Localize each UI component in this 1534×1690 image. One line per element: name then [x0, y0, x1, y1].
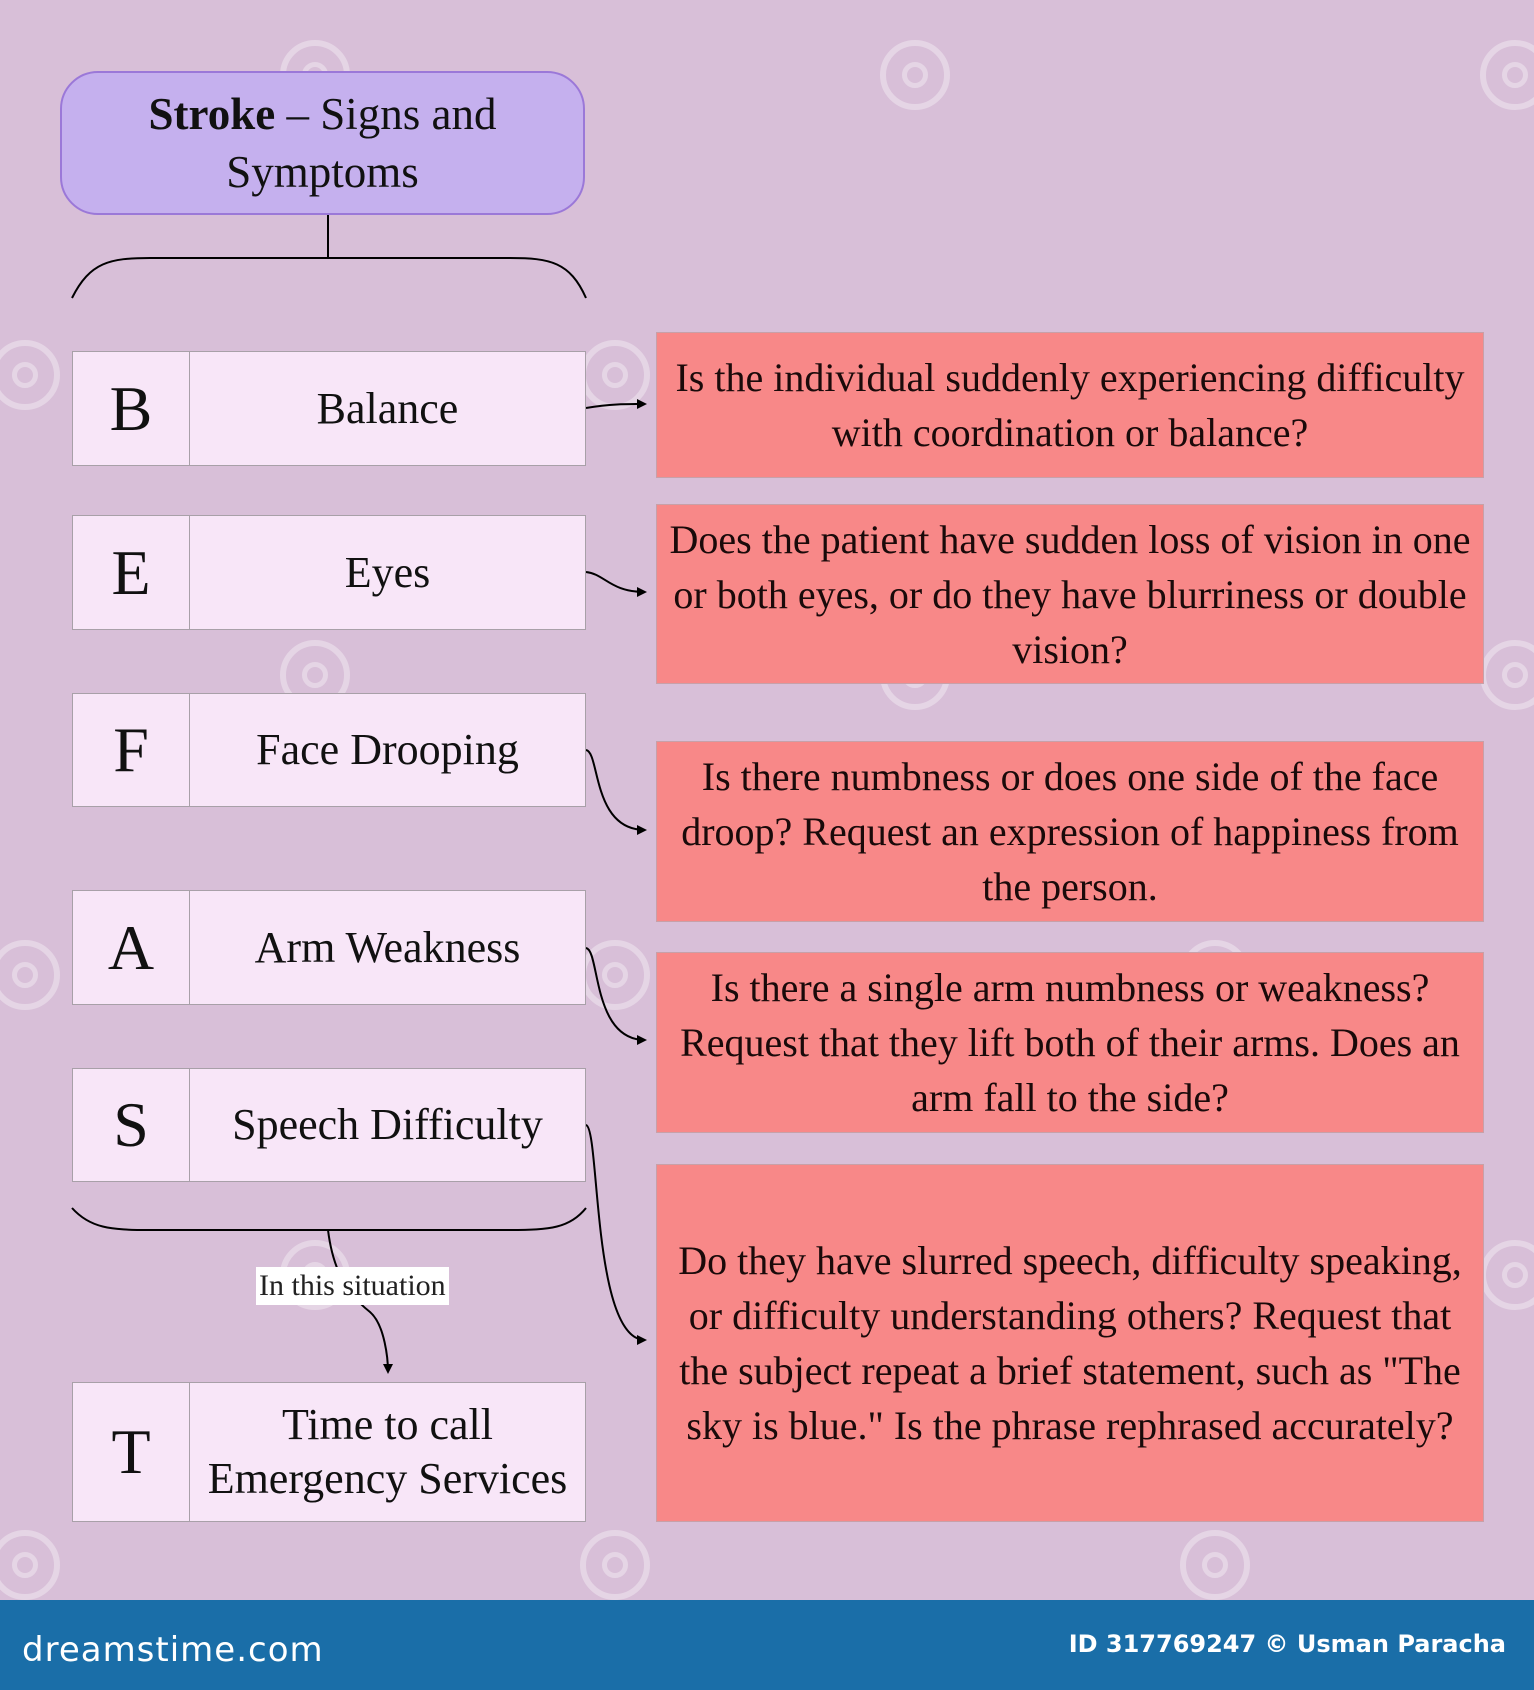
footer-bar [0, 1600, 1534, 1690]
title-rest: – Signs and Symptoms [226, 89, 497, 197]
row-eyes [72, 515, 586, 630]
desc-arm: Is there a single arm numbness or weakness? Request that they lift both of their arms. Does an arm fall to the side? [656, 952, 1484, 1133]
footer-logo: dreamstime.com [22, 1630, 324, 1670]
letter-e: E [73, 516, 190, 629]
word-arm-weakness: Arm Weakness [254, 922, 521, 972]
letter-b: B [73, 352, 190, 465]
desc-speech: Do they have slurred speech, difficulty speaking, or difficulty understanding others? Request that the subject repeat a brief statement, such as "The sky is blue." Is the phrase rephrased accurately? [656, 1164, 1484, 1522]
word-face-drooping: Face Drooping [256, 725, 519, 774]
letter-f: F [73, 694, 190, 806]
row-balance [72, 351, 586, 466]
title-box [60, 71, 585, 215]
top-brace [72, 258, 586, 298]
arrow-face [586, 750, 645, 830]
letter-s: S [73, 1069, 190, 1181]
row-speech [72, 1068, 586, 1182]
arrow-balance [586, 404, 645, 408]
row-time [72, 1382, 586, 1522]
letter-t: T [73, 1383, 190, 1521]
arrow-eyes [586, 572, 645, 592]
footer-id: ID 317769247 © Usman Paracha [1068, 1630, 1506, 1658]
word-speech-difficulty: Speech Difficulty [232, 1100, 543, 1149]
word-time-to-call: Time to call Emergency Services [207, 1400, 568, 1503]
desc-balance: Is the individual suddenly experiencing difficulty with coordination or balance? [656, 332, 1484, 478]
word-balance: Balance [316, 383, 459, 433]
title-bold: Stroke [148, 89, 276, 139]
row-face [72, 693, 586, 807]
word-eyes: Eyes [344, 547, 431, 597]
desc-eyes: Does the patient have sudden loss of vision in one or both eyes, or do they have blurriness or double vision? [656, 504, 1484, 684]
bottom-brace [72, 1208, 586, 1230]
page-title [62, 85, 583, 201]
letter-a: A [73, 891, 190, 1004]
arrow-arm [586, 948, 645, 1040]
desc-face: Is there numbness or does one side of the face droop? Request an expression of happiness from the person. [656, 741, 1484, 922]
arrow-speech [586, 1125, 645, 1340]
row-arm [72, 890, 586, 1005]
situation-label: In this situation [256, 1267, 449, 1305]
